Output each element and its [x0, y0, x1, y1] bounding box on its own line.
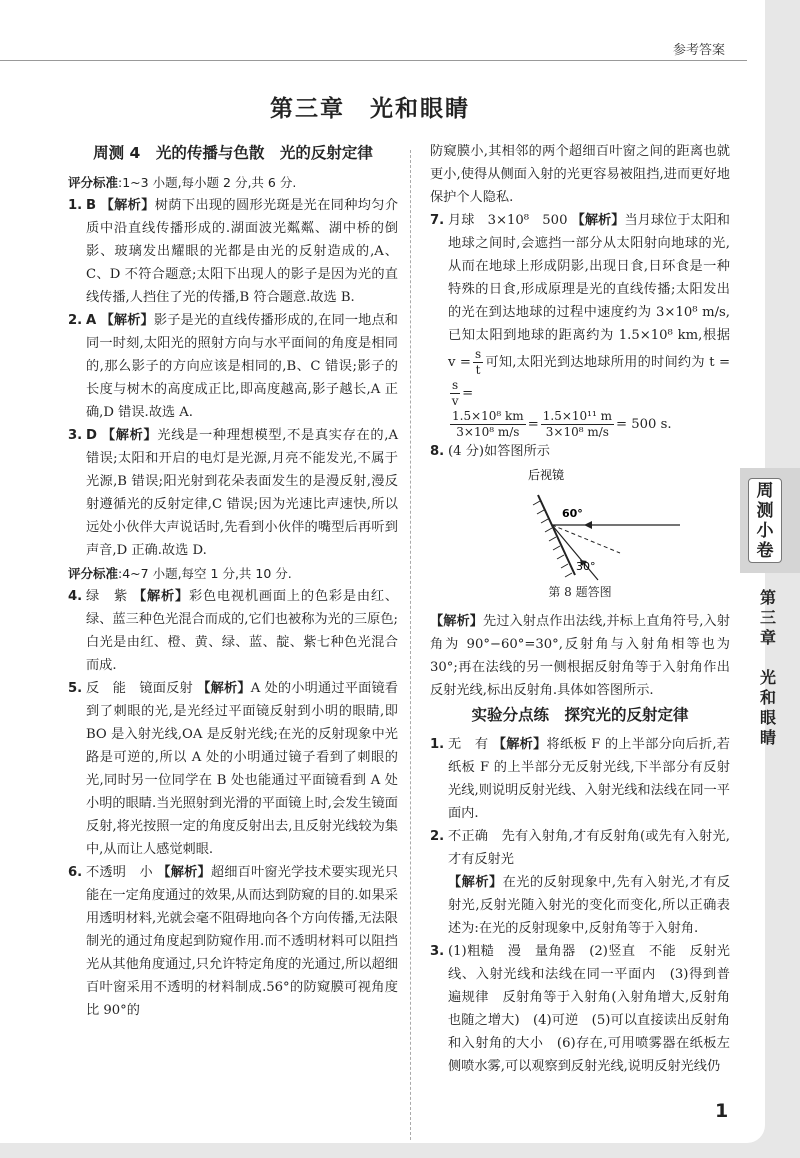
answer-fill: 月球 3×10⁸ 500: [448, 213, 568, 228]
left-column: [68, 140, 398, 1022]
side-chapter-label: [748, 588, 788, 648]
standard-text: :4~7 小题,每空 1 分,共 10 分.: [118, 566, 292, 581]
side-tab-label: [748, 478, 782, 563]
incident-arrow-icon: [584, 521, 592, 529]
side-topic-text: 光 和 眼 睛: [759, 668, 776, 747]
answer-text: (1)粗糙 漫 量角器 (2)竖直 不能 反射光线、入射光线和法线在同一平面内 (3)得到普遍规律 反射角等于入射角(入射角增大,反射角也随之增大) (4)可逆 (5)可以直接读出反射角和入射角的大小 (6)存在,可用喷雾器在纸板左侧喷水雾,可以观察到反射光线,说明反射光线仍: [448, 944, 730, 1074]
analysis-tag: 【解析】: [197, 681, 251, 696]
header-divider: [0, 60, 747, 61]
formula-v: v =: [448, 355, 471, 370]
item-number: 3.: [430, 944, 445, 959]
standard-label: 评分标准: [68, 175, 119, 190]
standard-label: 评分标准: [68, 566, 119, 581]
mirror-reflection-diagram: [500, 465, 700, 583]
section-title-experiment: 实验分点练 探究光的反射定律: [471, 706, 689, 724]
analysis-text: 超细百叶窗光学技术要实现光只能在一定角度通过的效果,从而达到防窥的目的.如果采用透明材料,光就会毫不阻碍地向各个方向传播,无法限制光的通过角度起到防窥作用.而不透明材料可以阻挡光从其他角度通过,只允许特定角度的光通过,所以超细百叶窗采用不透明的材料制成.56°的防窥膜可视角度比 90°的: [86, 865, 399, 1018]
analysis-text: 光线是一种理想模型,不是真实存在的,A 错误;太阳和开启的电灯是光源,月亮不能发光,不属于光源,B 错误;阳光射到花朵表面发生的是漫反射,漫反射遵循光的反射定律,C 错误;因为光速比声速快,所以远处小伙伴大声说话时,先看到小伙伴的嘴型后再听到声音,D 正确.故选 D.: [86, 428, 399, 558]
mirror-label: 后视镜: [528, 468, 565, 482]
header-label: 参考答案: [672, 43, 725, 58]
analysis-tag: 【解析】: [100, 313, 154, 328]
analysis-text: A 处的小明通过平面镜看到了刺眼的光,是光经过平面镜反射到小明的眼睛,即 BO 是入射光线,OA 是反射光线;在光的反射现象中光路是可逆的,所以 A 处的小明通过镜子看到了刺眼的光,同时另一位同学在 B 处也能通过平面镜看到 A 处小明的眼睛.当光照射到光滑的平面镜上时,会发生镜面反射,将光按照一定的角度反射出去,且反射光线较为集中,从而让人感觉刺眼.: [86, 681, 398, 857]
item-number: 7.: [430, 213, 445, 228]
column-divider: [410, 150, 411, 1140]
item-number: 1.: [430, 737, 445, 752]
analysis-text: 树荫下出现的圆形光斑是光在同种均匀介质中沿直线传播形成的.湖面波光粼粼、湖中桥的倒影、玻璃发出耀眼的光都是由光的反射造成的,A、C、D 不符合题意;太阳下出现人的影子是因为光的直线传播,人挡住了光的传播,B 符合题意.故选 B.: [86, 198, 399, 305]
formula-t: t =: [709, 355, 731, 370]
answer-text: (4 分)如答图所示: [448, 444, 550, 459]
analysis-text: 可: [485, 355, 499, 370]
analysis-tag: 【解析】: [430, 614, 484, 629]
answer-item-7: [430, 209, 730, 440]
answer-fill: 不透明 小: [86, 865, 153, 880]
analysis-text: 先过入射点作出法线,并标上直角符号,入射角为 90°−60°=30°,反射角与入射角相等也为 30°;再在法线的另一侧根据反射角等于入射角作出反射光线,标出反射角.具体如答图所示.: [430, 614, 730, 698]
item-number: 2.: [430, 829, 445, 844]
item-number: 2.: [68, 313, 83, 328]
denominator: 3×10⁸ m/s: [456, 425, 520, 439]
answer-fill: 反 能 镜面反射: [86, 681, 193, 696]
answer-item-4: [68, 585, 398, 677]
angle-60-label: 60°: [562, 507, 583, 520]
item-number: 1.: [68, 198, 83, 213]
answer-text: 不正确 先有入射角,才有反射角(或先有入射光,才有反射光: [448, 829, 730, 867]
answer-fill: 无 有: [448, 737, 489, 752]
analysis-text: 在光的反射现象中,先有入射光,才有反射光,反射光随入射光的变化而变化,所以正确表述为:在光的反射现象中,反射角等于入射角.: [448, 875, 731, 936]
fraction-s-over-v: $\frac{s}{v}$: [451, 378, 459, 408]
item-number: 4.: [68, 589, 83, 604]
answer-fill: 绿 紫: [86, 589, 128, 604]
answer-choice: A: [86, 313, 97, 328]
right-column: [430, 140, 730, 1078]
analysis-tag: 【解析】: [571, 213, 625, 228]
standard-text: :1~3 小题,每小题 2 分,共 6 分.: [118, 175, 297, 190]
answer-item-6: [68, 861, 398, 1022]
answer-choice: B: [86, 198, 97, 213]
result: = 500 s.: [615, 417, 672, 432]
experiment-item-2: [430, 825, 730, 940]
numerator: 1.5×10⁸ km: [452, 409, 524, 423]
experiment-item-3: [430, 940, 730, 1078]
answer-item-2: [68, 309, 398, 424]
analysis-text: 当月球位于太阳和地球之间时,会遮挡一部分从太阳射向地球的光,从而在地球上形成阴影,出现日食,日环食是一种特殊的日食,形成原理是光的直线传播;太阳发出的光在到达地球的过程中速度约为 3×10⁸ m/s,已知太阳到地球的距离约为 1.5×10⁸ km,根据: [448, 213, 730, 343]
analysis-tag: 【解析】: [448, 875, 503, 890]
item-number: 5.: [68, 681, 83, 696]
analysis-tag: 【解析】: [132, 589, 189, 604]
analysis-text: 彩色电视机画面上的色彩是由红、绿、蓝三种色光混合而成的,它们也被称为光的三原色;白光是由红、橙、黄、绿、蓝、靛、紫七种色光混合而成.: [86, 589, 399, 673]
item-number: 8.: [430, 444, 445, 459]
fraction-s-over-t: [473, 347, 483, 378]
chapter-title: 第三章 光和眼睛: [270, 96, 470, 122]
scoring-standard-1: [68, 171, 398, 194]
item-8-analysis: [430, 610, 730, 702]
side-topic-label: [748, 668, 788, 748]
fraction-distance-over-speed-2: [541, 409, 614, 440]
answer-item-5: [68, 677, 398, 861]
analysis-text: 将纸板 F 的上半部分向后折,若纸板 F 的上半部分无反射光线,下半部分有反射光线,则说明反射光线、入射光线和法线在同一平面内.: [448, 737, 730, 821]
analysis-text: 知,太阳光到达地球所用的时间约为: [498, 355, 705, 370]
analysis-tag: 【解析】: [100, 198, 155, 213]
fraction-distance-over-speed-1: [450, 409, 526, 440]
numerator: 1.5×10¹¹ m: [542, 409, 612, 423]
analysis-tag: 【解析】: [492, 737, 547, 752]
item-number: 3.: [68, 428, 83, 443]
angle-30-label: 30°: [576, 560, 596, 573]
numerator: s: [452, 378, 459, 392]
answer-item-1: [68, 194, 398, 309]
item-number: 6.: [68, 865, 83, 880]
section-title-weekly-test: 周测 4 光的传播与色散 光的反射定律: [93, 144, 373, 162]
scoring-standard-2: [68, 562, 398, 585]
page-number: 1: [715, 1100, 729, 1122]
side-chapter-text: 第 三 章: [759, 588, 776, 647]
answer-choice: D: [86, 428, 97, 443]
analysis-tag: 【解析】: [101, 428, 158, 443]
analysis-tag: 【解析】: [157, 865, 211, 880]
denominator: t: [475, 363, 481, 377]
numerator: s: [474, 347, 482, 361]
experiment-item-1: [430, 733, 730, 825]
side-tab: [740, 468, 800, 573]
answer-item-3: [68, 424, 398, 562]
equals-sign: =: [527, 417, 539, 432]
answer-item-6-continued: 防窥膜小,其相邻的两个超细百叶窗之间的距离也就更小,使得从侧面入射的光更容易被阻挡,进而更好地保护个人隐私.: [430, 144, 730, 205]
figure-caption: 第 8 题答图: [548, 585, 612, 599]
equals-sign: =: [462, 386, 474, 401]
analysis-text: 影子是光的直线传播形成的,在同一地点和同一时刻,太阳光的照射方向与水平面间的角度是相同的,那么影子的方向应该是相同的,B、C 错误;影子的长度与树木的高度成正比,即高度越高,影子越长,A 正确,D 错误.故选 A.: [86, 313, 398, 420]
answer-item-8: [430, 440, 730, 463]
denominator: 3×10⁸ m/s: [545, 425, 609, 439]
side-tab-text: 周 测 小 卷: [756, 481, 774, 561]
